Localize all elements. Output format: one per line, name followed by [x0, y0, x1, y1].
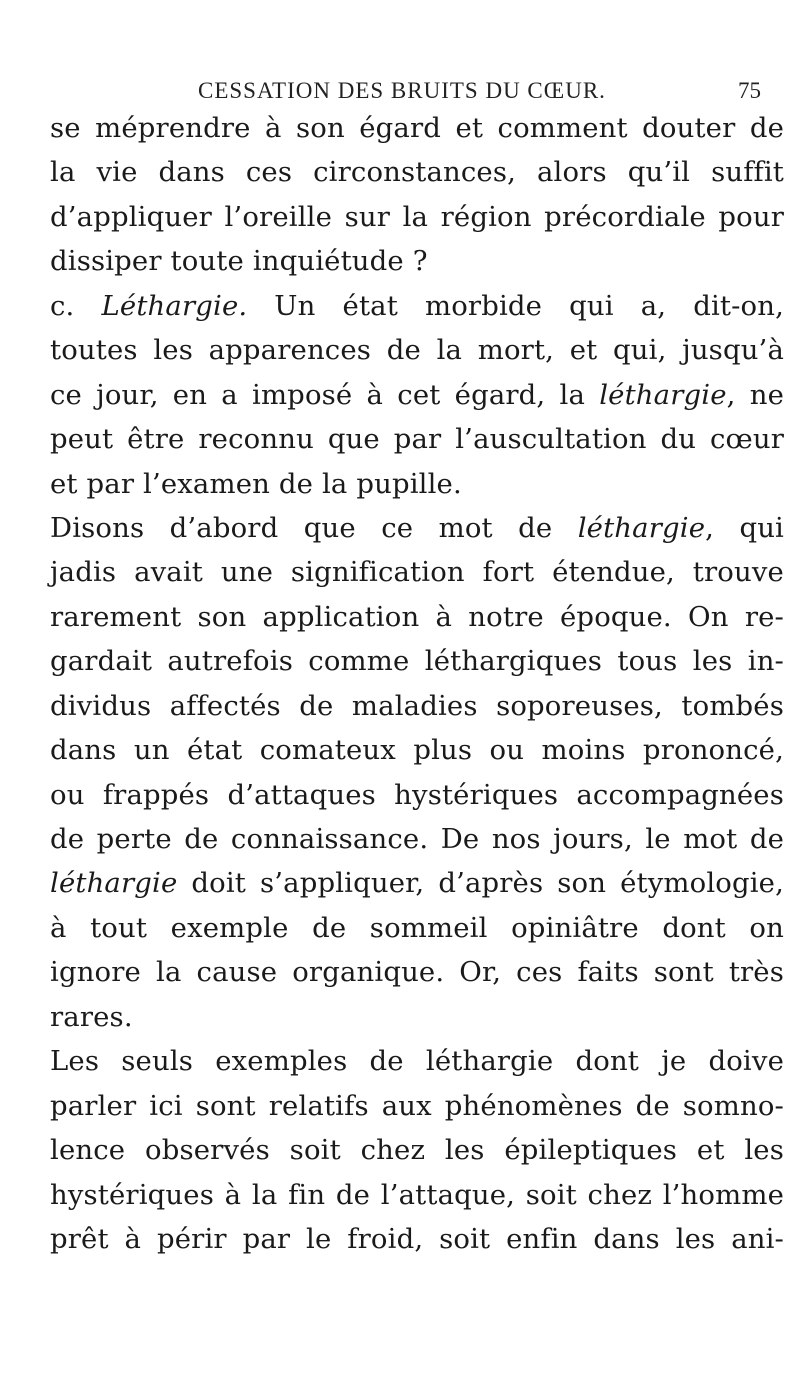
text-run: toutes les apparences de la mort, et qui, jusqu’à	[50, 334, 784, 367]
text-line	[50, 1217, 784, 1261]
text-line	[50, 995, 784, 1039]
text-run: hystériques à la fin de l’attaque, soit chez l’homme	[50, 1178, 784, 1211]
text-run: rares.	[50, 1000, 133, 1033]
text-run: ignore la cause organique. Or, ces faits sont très	[50, 956, 784, 989]
text-line	[50, 195, 784, 239]
text-line	[50, 1039, 784, 1083]
text-line	[50, 684, 784, 728]
text-line	[50, 550, 784, 594]
text-line	[50, 106, 784, 150]
text-line	[50, 506, 784, 550]
text-line	[50, 728, 784, 772]
text-line	[50, 595, 784, 639]
text-run: dans un état comateux plus ou moins prononcé,	[50, 734, 784, 767]
text-run: , ne	[726, 378, 785, 411]
text-line	[50, 462, 784, 506]
text-run: , qui	[705, 511, 785, 544]
running-title: CESSATION DES BRUITS DU CŒUR.	[198, 78, 606, 103]
text-run: rarement son application à notre époque. On re-	[50, 600, 784, 633]
text-run: doit s’appliquer, d’après son étymologie,	[177, 867, 784, 900]
text-run: jadis avait une signification fort étendue, trouve	[50, 556, 784, 589]
text-run: d’appliquer l’oreille sur la région précordiale pour	[50, 200, 784, 233]
italic-term: léthargie	[50, 867, 178, 900]
text-line	[50, 1084, 784, 1128]
text-run: ou frappés d’attaques hystériques accompagnées	[50, 778, 784, 811]
italic-term: léthargie	[577, 511, 706, 544]
text-line	[50, 906, 784, 950]
text-run: dividus affectés de maladies soporeuses, tombés	[50, 689, 784, 722]
text-run: lence observés soit chez les épileptiques et les	[50, 1134, 784, 1167]
text-run: Disons d’abord que ce mot de	[50, 511, 578, 544]
text-run: se méprendre à son égard et comment douter de	[50, 112, 784, 144]
body-text	[50, 106, 784, 1261]
text-run: c.	[50, 289, 102, 322]
text-line	[50, 1173, 784, 1217]
text-line	[50, 950, 784, 994]
text-run: et par l’examen de la pupille.	[50, 467, 462, 500]
text-line	[50, 773, 784, 817]
text-run: peut être reconnu que par l’auscultation du cœur	[50, 423, 784, 456]
text-run: la vie dans ces circonstances, alors qu’il suffit	[50, 156, 784, 189]
italic-term: léthargie	[599, 378, 727, 411]
text-run: à tout exemple de sommeil opiniâtre dont on	[50, 911, 784, 944]
text-run: ce jour, en a imposé à cet égard, la	[50, 378, 600, 411]
text-line	[50, 817, 784, 861]
text-run: de perte de connaissance. De nos jours, le mot de	[50, 823, 784, 855]
text-run: Un état morbide qui a, dit-on,	[247, 289, 785, 322]
italic-term: Léthargie.	[101, 289, 248, 322]
text-line	[50, 373, 784, 417]
text-line	[50, 417, 784, 461]
text-run: dissiper toute inquiétude ?	[50, 245, 428, 278]
text-line	[50, 284, 784, 328]
text-line	[50, 328, 784, 372]
text-run: parler ici sont relatifs aux phénomènes de somno-	[50, 1089, 784, 1122]
page-number: 75	[738, 78, 761, 103]
text-run: Les seuls exemples de léthargie dont je doive	[50, 1045, 784, 1078]
text-line	[50, 239, 784, 283]
text-run: prêt à périr par le froid, soit enfin dans les ani-	[50, 1222, 784, 1255]
text-run: gardait autrefois comme léthargiques tous les in-	[50, 645, 784, 678]
text-line	[50, 1128, 784, 1172]
text-line	[50, 639, 784, 683]
text-line	[50, 861, 784, 905]
text-line	[50, 150, 784, 194]
